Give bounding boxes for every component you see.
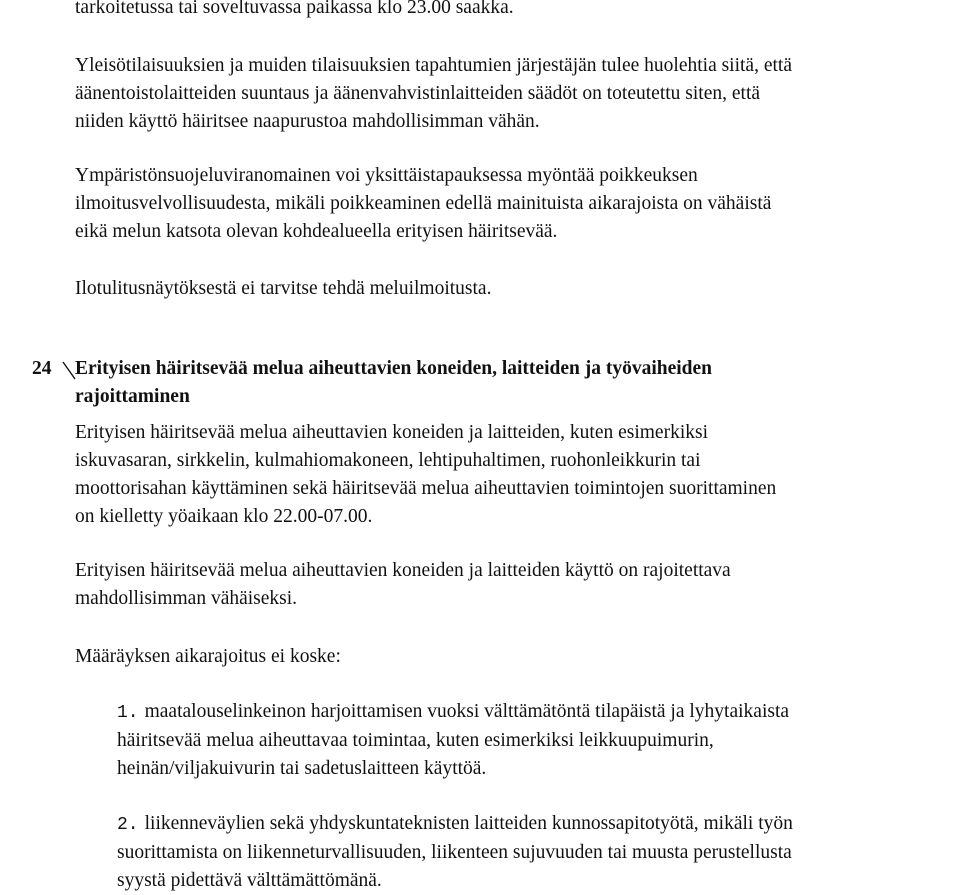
paragraph-erityisen-rajoitus xyxy=(75,557,955,613)
text-line: heinän/viljakuivurin tai sadetuslaitteen käyttöä. xyxy=(117,758,487,779)
paragraph-yleisotilaisuudet xyxy=(75,52,955,136)
text-line xyxy=(117,698,957,727)
list-number: 1. xyxy=(117,703,139,723)
text-line: iskuvasaran, sirkkelin, kulmahiomakoneen, lehtipuhaltimen, ruohonleikkurin tai xyxy=(75,450,701,471)
paragraph-erityisen-kielto xyxy=(75,419,955,531)
text-line: Erityisen häiritsevää melua aiheuttavien koneiden ja laitteiden käyttö on rajoitettava xyxy=(75,560,731,581)
list-item xyxy=(117,810,957,895)
text-line: Erityisen häiritsevää melua aiheuttavien koneiden ja laitteiden, kuten esimerkiksi xyxy=(75,422,708,443)
text-line: Määräyksen aikarajoitus ei koske: xyxy=(75,646,341,667)
paragraph-maarays xyxy=(75,643,955,671)
text-line: suorittamista on liikenneturvallisuuden, liikenteen sujuvuuden tai muusta perustellusta xyxy=(117,842,792,863)
text-line: ilmoitusvelvollisuudesta, mikäli poikkeaminen edellä mainituista aikarajoista on vähäistä xyxy=(75,193,772,214)
paragraph-ilotulitus xyxy=(75,275,955,303)
section-title: Erityisen häiritsevää melua aiheuttavien koneiden, laitteiden ja työvaiheiden xyxy=(75,358,712,379)
paragraph-ymparistonsuojelu xyxy=(75,162,955,246)
text-line: moottorisahan käyttäminen sekä häiritsevää melua aiheuttavien toimintojen suorittaminen xyxy=(75,478,777,499)
list-item xyxy=(117,698,957,783)
list-text: maatalouselinkeinon harjoittamisen vuoksi välttämätöntä tilapäistä ja lyhytaikaista xyxy=(144,701,790,722)
text-line: niiden käyttö häiritsee naapurustoa mahdollisimman vähän. xyxy=(75,111,540,132)
text-line: häiritsevää melua aiheuttavaa toimintaa, kuten esimerkiksi leikkuupuimurin, xyxy=(117,730,714,751)
text-line: Yleisötilaisuuksien ja muiden tilaisuuksien tapahtumien järjestäjän tulee huolehtia siitä, että xyxy=(75,55,792,76)
text-line: eikä melun katsota olevan kohdealueella erityisen häiritsevää. xyxy=(75,221,558,242)
heading-underscore-mark xyxy=(62,361,76,383)
text-line: tarkoitetussa tai soveltuvassa paikassa klo 23.00 saakka. xyxy=(75,0,514,18)
list-number: 2. xyxy=(117,815,139,835)
text-line: on kielletty yöaikaan klo 22.00-07.00. xyxy=(75,506,373,527)
list-text: liikenneväylien sekä yhdyskuntateknisten laitteiden kunnossapitotyötä, mikäli työn xyxy=(144,813,793,834)
text-line xyxy=(117,810,957,839)
text-line: äänentoistolaitteiden suuntaus ja äänenvahvistinlaitteiden säädöt on toteutettu siten, että xyxy=(75,83,761,104)
text-line: Ympäristönsuojeluviranomainen voi yksittäistapauksessa myöntää poikkeuksen xyxy=(75,165,698,186)
section-number: 24 xyxy=(32,358,52,379)
text-line: syystä pidettävä välttämättömänä. xyxy=(117,870,382,891)
top-fragment xyxy=(75,0,955,22)
text-line: Ilotulitusnäytöksestä ei tarvitse tehdä meluilmoitusta. xyxy=(75,278,492,299)
text-line: mahdollisimman vähäiseksi. xyxy=(75,588,298,609)
section-title-continued: rajoittaminen xyxy=(75,386,190,407)
